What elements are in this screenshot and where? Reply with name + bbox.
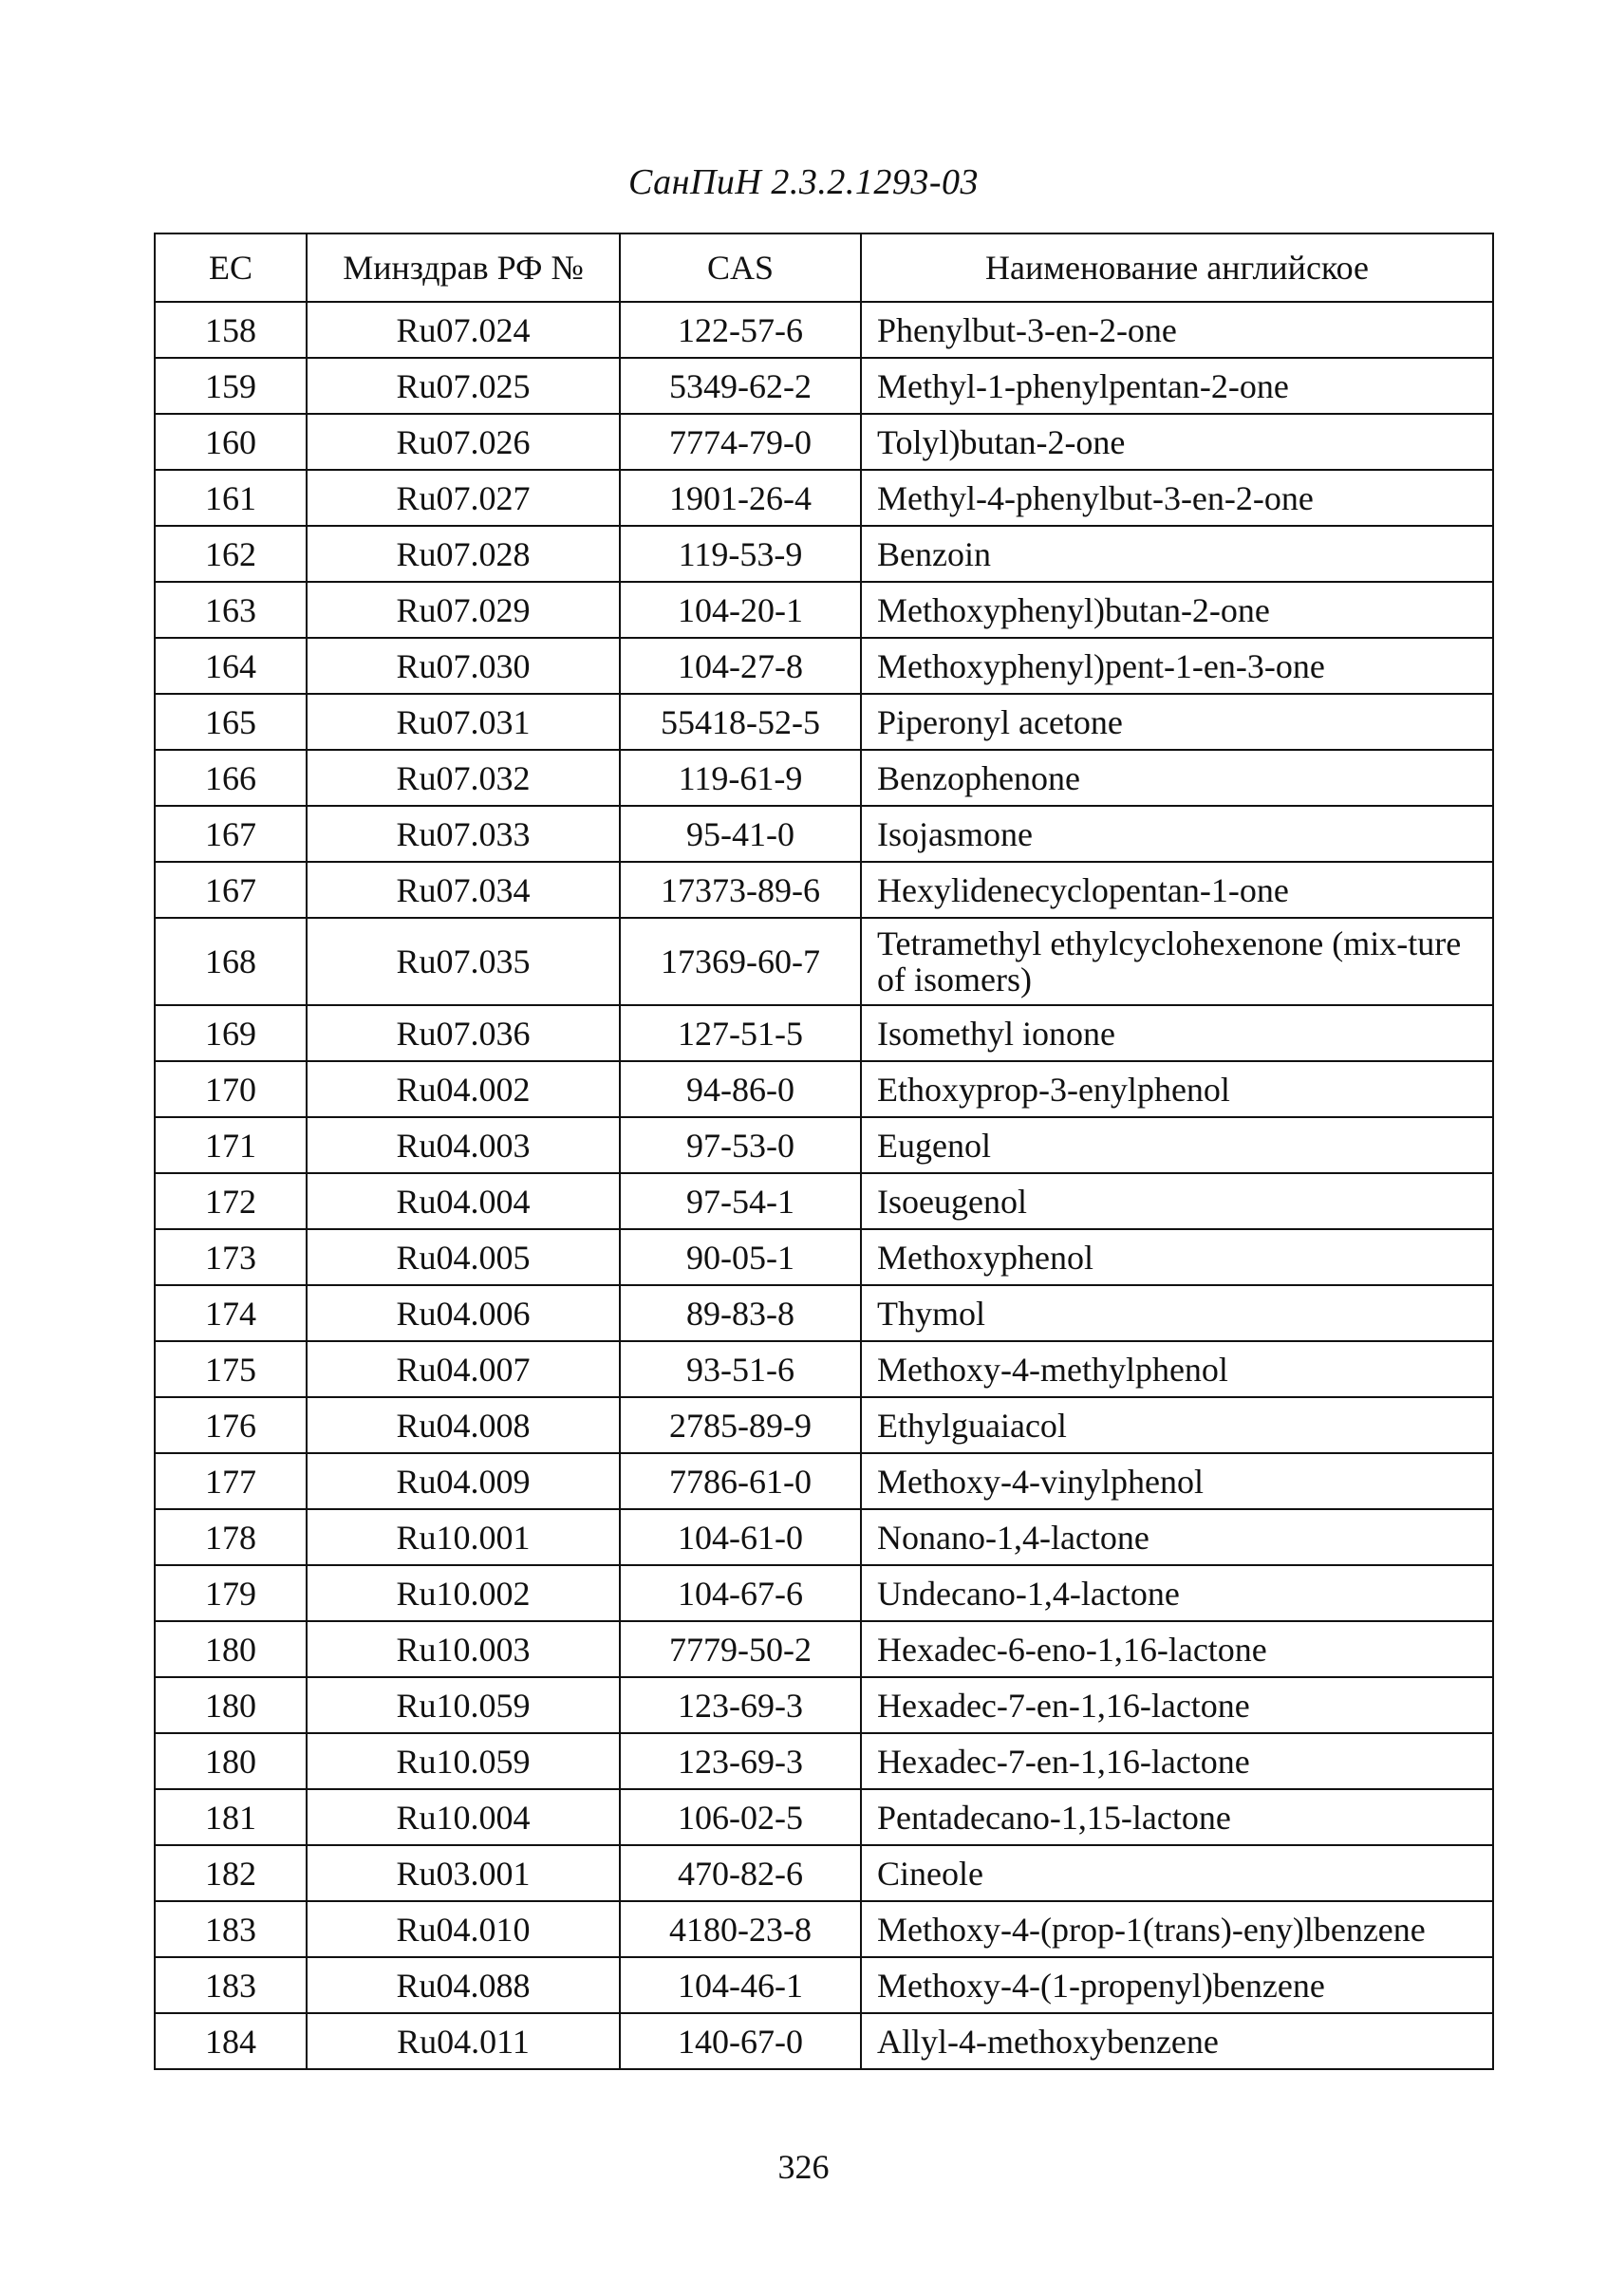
minzdrav-number-cell: Ru07.026 xyxy=(307,414,620,470)
substances-table xyxy=(154,233,1494,2070)
page-number: 326 xyxy=(777,2148,830,2186)
table-row xyxy=(155,1397,1493,1453)
minzdrav-number-cell: Ru04.005 xyxy=(307,1229,620,1285)
cas-cell: 97-53-0 xyxy=(620,1117,861,1173)
cas-cell: 95-41-0 xyxy=(620,806,861,862)
table-row xyxy=(155,582,1493,638)
minzdrav-number-cell: Ru04.003 xyxy=(307,1117,620,1173)
english-name-cell: Thymol xyxy=(861,1285,1493,1341)
minzdrav-number-cell: Ru04.009 xyxy=(307,1453,620,1509)
cas-cell: 127-51-5 xyxy=(620,1005,861,1061)
ec-cell: 181 xyxy=(155,1789,307,1845)
cas-cell: 7774-79-0 xyxy=(620,414,861,470)
english-name-cell: Benzoin xyxy=(861,526,1493,582)
ec-cell: 159 xyxy=(155,358,307,414)
minzdrav-number-cell: Ru07.032 xyxy=(307,750,620,806)
ec-cell: 183 xyxy=(155,1957,307,2013)
english-name-cell: Methoxy-4-(prop-1(trans)-eny)lbenzene xyxy=(861,1901,1493,1957)
minzdrav-number-cell: Ru10.001 xyxy=(307,1509,620,1565)
cas-cell: 119-53-9 xyxy=(620,526,861,582)
minzdrav-number-cell: Ru07.025 xyxy=(307,358,620,414)
english-name-cell: Methoxyphenyl)butan-2-one xyxy=(861,582,1493,638)
ec-cell: 172 xyxy=(155,1173,307,1229)
english-name-cell: Allyl-4-methoxybenzene xyxy=(861,2013,1493,2069)
english-name-cell: Eugenol xyxy=(861,1117,1493,1173)
minzdrav-number-cell: Ru07.036 xyxy=(307,1005,620,1061)
table-row xyxy=(155,1733,1493,1789)
column-header-ec: ЕС xyxy=(155,233,307,302)
ec-cell: 179 xyxy=(155,1565,307,1621)
cas-cell: 104-20-1 xyxy=(620,582,861,638)
english-name-cell: Methoxyphenol xyxy=(861,1229,1493,1285)
minzdrav-number-cell: Ru07.034 xyxy=(307,862,620,918)
cas-cell: 106-02-5 xyxy=(620,1789,861,1845)
minzdrav-number-cell: Ru10.059 xyxy=(307,1677,620,1733)
minzdrav-number-cell: Ru07.029 xyxy=(307,582,620,638)
minzdrav-number-cell: Ru07.030 xyxy=(307,638,620,694)
english-name-cell: Cineole xyxy=(861,1845,1493,1901)
cas-cell: 119-61-9 xyxy=(620,750,861,806)
minzdrav-number-cell: Ru07.031 xyxy=(307,694,620,750)
ec-cell: 180 xyxy=(155,1733,307,1789)
table-row xyxy=(155,358,1493,414)
cas-cell: 140-67-0 xyxy=(620,2013,861,2069)
ec-cell: 163 xyxy=(155,582,307,638)
english-name-cell: Methoxy-4-methylphenol xyxy=(861,1341,1493,1397)
cas-cell: 93-51-6 xyxy=(620,1341,861,1397)
cas-cell: 94-86-0 xyxy=(620,1061,861,1117)
minzdrav-number-cell: Ru07.024 xyxy=(307,302,620,358)
table-row xyxy=(155,1173,1493,1229)
minzdrav-number-cell: Ru04.008 xyxy=(307,1397,620,1453)
ec-cell: 160 xyxy=(155,414,307,470)
ec-cell: 184 xyxy=(155,2013,307,2069)
ec-cell: 168 xyxy=(155,918,307,1005)
table-row xyxy=(155,2013,1493,2069)
table-body xyxy=(155,302,1493,2069)
cas-cell: 17369-60-7 xyxy=(620,918,861,1005)
cas-cell: 104-67-6 xyxy=(620,1565,861,1621)
minzdrav-number-cell: Ru10.003 xyxy=(307,1621,620,1677)
english-name-cell: Methoxy-4-vinylphenol xyxy=(861,1453,1493,1509)
ec-cell: 162 xyxy=(155,526,307,582)
minzdrav-number-cell: Ru07.035 xyxy=(307,918,620,1005)
table-row xyxy=(155,526,1493,582)
minzdrav-number-cell: Ru04.011 xyxy=(307,2013,620,2069)
english-name-cell: Ethoxyprop-3-enylphenol xyxy=(861,1061,1493,1117)
minzdrav-number-cell: Ru10.004 xyxy=(307,1789,620,1845)
english-name-cell: Hexadec-6-eno-1,16-lactone xyxy=(861,1621,1493,1677)
english-name-cell: Hexadec-7-en-1,16-lactone xyxy=(861,1733,1493,1789)
minzdrav-number-cell: Ru07.028 xyxy=(307,526,620,582)
minzdrav-number-cell: Ru07.027 xyxy=(307,470,620,526)
table-row xyxy=(155,1005,1493,1061)
cas-cell: 89-83-8 xyxy=(620,1285,861,1341)
cas-cell: 122-57-6 xyxy=(620,302,861,358)
cas-cell: 470-82-6 xyxy=(620,1845,861,1901)
cas-cell: 123-69-3 xyxy=(620,1733,861,1789)
minzdrav-number-cell: Ru07.033 xyxy=(307,806,620,862)
table-row xyxy=(155,1565,1493,1621)
table-row xyxy=(155,1341,1493,1397)
cas-cell: 104-46-1 xyxy=(620,1957,861,2013)
cas-cell: 104-27-8 xyxy=(620,638,861,694)
minzdrav-number-cell: Ru04.088 xyxy=(307,1957,620,2013)
minzdrav-number-cell: Ru03.001 xyxy=(307,1845,620,1901)
english-name-cell: Hexylidenecyclopentan-1-one xyxy=(861,862,1493,918)
table-header-row xyxy=(155,233,1493,302)
page-header-title: СанПиН 2.3.2.1293-03 xyxy=(628,162,979,202)
table-row xyxy=(155,1789,1493,1845)
table-row xyxy=(155,694,1493,750)
table-row xyxy=(155,862,1493,918)
ec-cell: 170 xyxy=(155,1061,307,1117)
ec-cell: 161 xyxy=(155,470,307,526)
table-row xyxy=(155,1621,1493,1677)
ec-cell: 175 xyxy=(155,1341,307,1397)
ec-cell: 165 xyxy=(155,694,307,750)
ec-cell: 169 xyxy=(155,1005,307,1061)
table-row xyxy=(155,1901,1493,1957)
ec-cell: 167 xyxy=(155,862,307,918)
minzdrav-number-cell: Ru04.002 xyxy=(307,1061,620,1117)
table-row xyxy=(155,470,1493,526)
ec-cell: 173 xyxy=(155,1229,307,1285)
ec-cell: 176 xyxy=(155,1397,307,1453)
english-name-cell: Tolyl)butan-2-one xyxy=(861,414,1493,470)
table-row xyxy=(155,1957,1493,2013)
cas-cell: 7786-61-0 xyxy=(620,1453,861,1509)
minzdrav-number-cell: Ru10.002 xyxy=(307,1565,620,1621)
column-header-minzdrav-number: Минздрав РФ № xyxy=(307,233,620,302)
minzdrav-number-cell: Ru04.006 xyxy=(307,1285,620,1341)
table-row xyxy=(155,1117,1493,1173)
table-row xyxy=(155,1845,1493,1901)
ec-cell: 182 xyxy=(155,1845,307,1901)
table-row xyxy=(155,750,1493,806)
cas-cell: 2785-89-9 xyxy=(620,1397,861,1453)
cas-cell: 90-05-1 xyxy=(620,1229,861,1285)
english-name-cell: Methoxy-4-(1-propenyl)benzene xyxy=(861,1957,1493,2013)
table-row xyxy=(155,638,1493,694)
table-row xyxy=(155,1677,1493,1733)
ec-cell: 158 xyxy=(155,302,307,358)
cas-cell: 4180-23-8 xyxy=(620,1901,861,1957)
table-row xyxy=(155,806,1493,862)
column-header-cas: CAS xyxy=(620,233,861,302)
english-name-cell: Undecano-1,4-lactone xyxy=(861,1565,1493,1621)
table-row xyxy=(155,1509,1493,1565)
english-name-cell: Hexadec-7-en-1,16-lactone xyxy=(861,1677,1493,1733)
table-row xyxy=(155,302,1493,358)
ec-cell: 167 xyxy=(155,806,307,862)
minzdrav-number-cell: Ru04.010 xyxy=(307,1901,620,1957)
minzdrav-number-cell: Ru10.059 xyxy=(307,1733,620,1789)
cas-cell: 1901-26-4 xyxy=(620,470,861,526)
cas-cell: 97-54-1 xyxy=(620,1173,861,1229)
english-name-cell: Methyl-1-phenylpentan-2-one xyxy=(861,358,1493,414)
table-row xyxy=(155,1229,1493,1285)
english-name-cell: Ethylguaiacol xyxy=(861,1397,1493,1453)
cas-cell: 7779-50-2 xyxy=(620,1621,861,1677)
english-name-cell: Piperonyl acetone xyxy=(861,694,1493,750)
ec-cell: 180 xyxy=(155,1677,307,1733)
cas-cell: 104-61-0 xyxy=(620,1509,861,1565)
ec-cell: 164 xyxy=(155,638,307,694)
english-name-cell: Isomethyl ionone xyxy=(861,1005,1493,1061)
cas-cell: 5349-62-2 xyxy=(620,358,861,414)
english-name-cell: Pentadecano-1,15-lactone xyxy=(861,1789,1493,1845)
cas-cell: 123-69-3 xyxy=(620,1677,861,1733)
ec-cell: 180 xyxy=(155,1621,307,1677)
english-name-cell: Methoxyphenyl)pent-1-en-3-one xyxy=(861,638,1493,694)
english-name-cell: Phenylbut-3-en-2-one xyxy=(861,302,1493,358)
ec-cell: 174 xyxy=(155,1285,307,1341)
table-row xyxy=(155,918,1493,1005)
table-header xyxy=(155,233,1493,302)
table-row xyxy=(155,1453,1493,1509)
ec-cell: 183 xyxy=(155,1901,307,1957)
english-name-cell: Benzophenone xyxy=(861,750,1493,806)
english-name-cell: Nonano-1,4-lactone xyxy=(861,1509,1493,1565)
ec-cell: 178 xyxy=(155,1509,307,1565)
cas-cell: 17373-89-6 xyxy=(620,862,861,918)
column-header-english-name: Наименование английское xyxy=(861,233,1493,302)
table-row xyxy=(155,1061,1493,1117)
english-name-cell: Methyl-4-phenylbut-3-en-2-one xyxy=(861,470,1493,526)
cas-cell: 55418-52-5 xyxy=(620,694,861,750)
english-name-cell: Isojasmone xyxy=(861,806,1493,862)
ec-cell: 177 xyxy=(155,1453,307,1509)
ec-cell: 166 xyxy=(155,750,307,806)
table-row xyxy=(155,1285,1493,1341)
table-row xyxy=(155,414,1493,470)
minzdrav-number-cell: Ru04.004 xyxy=(307,1173,620,1229)
minzdrav-number-cell: Ru04.007 xyxy=(307,1341,620,1397)
ec-cell: 171 xyxy=(155,1117,307,1173)
english-name-cell: Tetramethyl ethylcyclohexenone (mix-ture of isomers) xyxy=(861,918,1493,1005)
english-name-cell: Isoeugenol xyxy=(861,1173,1493,1229)
